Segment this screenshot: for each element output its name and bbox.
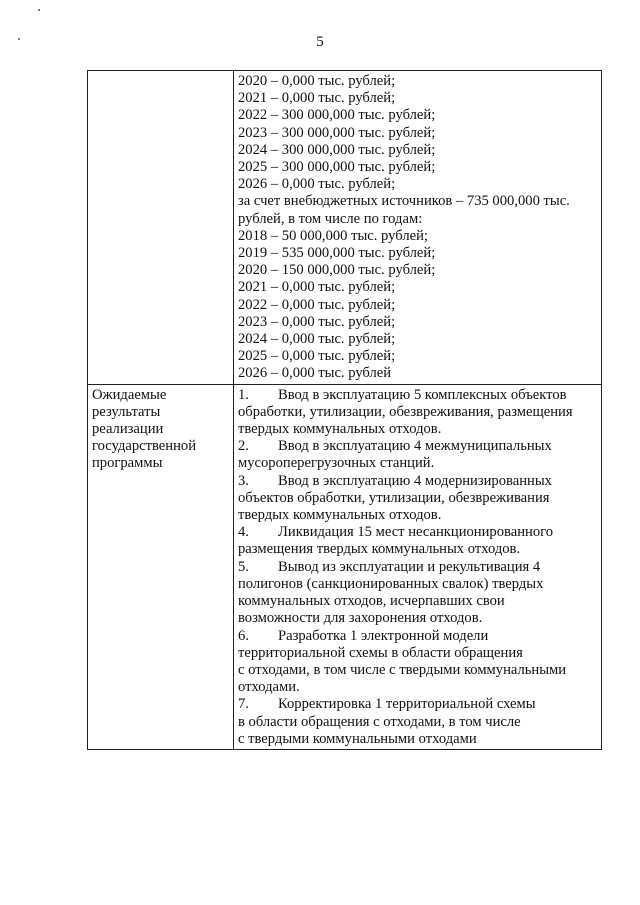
item-text: Ввод в эксплуатацию 5 комплексных объектов bbox=[278, 386, 567, 403]
result-item bbox=[238, 438, 597, 472]
text-line: 2026 – 0,000 тыс. рублей bbox=[238, 365, 392, 382]
text-line: 2025 – 0,000 тыс. рублей; bbox=[238, 348, 396, 365]
item-number: 7. bbox=[238, 696, 249, 713]
text-line: 2020 – 150 000,000 тыс. рублей; bbox=[238, 262, 436, 279]
item-text-line: коммунальных отходов, исчерпавших свои bbox=[238, 593, 505, 610]
result-item-first-line bbox=[238, 387, 597, 404]
text-line: 2022 – 300 000,000 тыс. рублей; bbox=[238, 107, 436, 124]
result-item bbox=[238, 473, 597, 525]
item-text-line: с отходами, в том числе с твердыми коммунальными bbox=[238, 661, 567, 678]
item-text-line: объектов обработки, утилизации, обезвреживания bbox=[238, 489, 550, 506]
item-text: Разработка 1 электронной модели bbox=[278, 627, 489, 644]
item-number: 1. bbox=[238, 386, 249, 403]
item-text-line: полигонов (санкционированных свалок) твердых bbox=[238, 575, 544, 592]
result-item-first-line bbox=[238, 438, 597, 455]
row-label-cell bbox=[88, 384, 234, 749]
funding-text-cell bbox=[234, 71, 602, 385]
row-label-line: государственной bbox=[92, 438, 197, 455]
item-text-line: в области обращения с отходами, в том числе bbox=[238, 713, 521, 730]
item-text-line: размещения твердых коммунальных отходов. bbox=[238, 541, 521, 558]
item-text-line: отходами. bbox=[238, 679, 300, 696]
item-text: Ликвидация 15 мест несанкционированного bbox=[278, 524, 554, 541]
page-number: 5 bbox=[316, 34, 324, 50]
result-item-first-line bbox=[238, 473, 597, 490]
result-item bbox=[238, 628, 597, 697]
row-label-line: программы bbox=[92, 455, 163, 472]
row-label-cell bbox=[88, 71, 234, 385]
item-number: 5. bbox=[238, 558, 249, 575]
text-line: 2026 – 0,000 тыс. рублей; bbox=[238, 176, 396, 193]
text-line: 2024 – 300 000,000 тыс. рублей; bbox=[238, 141, 436, 158]
item-text: Ввод в эксплуатацию 4 межмуниципальных bbox=[278, 438, 552, 455]
text-line: 2021 – 0,000 тыс. рублей; bbox=[238, 90, 396, 107]
text-line: за счет внебюджетных источников – 735 000,000 тыс. bbox=[238, 193, 570, 210]
item-text-line: твердых коммунальных отходов. bbox=[238, 507, 442, 524]
item-text-line: обработки, утилизации, обезвреживания, размещения bbox=[238, 403, 573, 420]
result-item-first-line bbox=[238, 696, 597, 713]
item-text-line: мусороперегрузочных станций. bbox=[238, 455, 435, 472]
item-number: 2. bbox=[238, 438, 249, 455]
row-label-line: Ожидаемые bbox=[92, 386, 167, 403]
text-line: 2018 – 50 000,000 тыс. рублей; bbox=[238, 227, 428, 244]
item-text: Вывод из эксплуатации и рекультивация 4 bbox=[278, 558, 541, 575]
text-line: 2020 – 0,000 тыс. рублей; bbox=[238, 73, 396, 89]
text-line: 2021 – 0,000 тыс. рублей; bbox=[238, 279, 396, 296]
table-row-expected-results bbox=[88, 384, 602, 749]
item-text-line: твердых коммунальных отходов. bbox=[238, 421, 442, 438]
scan-speck bbox=[38, 9, 40, 11]
item-number: 6. bbox=[238, 627, 249, 644]
result-item bbox=[238, 559, 597, 628]
row-label-line: реализации bbox=[92, 421, 164, 438]
item-text-line: территориальной схемы в области обращения bbox=[238, 644, 523, 661]
text-line: 2023 – 300 000,000 тыс. рублей; bbox=[238, 124, 436, 141]
result-item bbox=[238, 387, 597, 439]
results-list-cell bbox=[234, 384, 602, 749]
item-number: 4. bbox=[238, 524, 249, 541]
text-line: рублей, в том числе по годам: bbox=[238, 210, 423, 227]
table-row-funding bbox=[88, 71, 602, 385]
text-line: 2022 – 0,000 тыс. рублей; bbox=[238, 296, 396, 313]
result-item bbox=[238, 524, 597, 558]
item-number: 3. bbox=[238, 472, 249, 489]
text-line: 2023 – 0,000 тыс. рублей; bbox=[238, 313, 396, 330]
result-item-first-line bbox=[238, 628, 597, 645]
item-text-line: с твердыми коммунальными отходами bbox=[238, 730, 477, 747]
result-item-first-line bbox=[238, 524, 597, 541]
text-line: 2025 – 300 000,000 тыс. рублей; bbox=[238, 159, 436, 176]
result-item bbox=[238, 696, 597, 748]
item-text-line: возможности для захоронения отходов. bbox=[238, 610, 483, 627]
text-line: 2019 – 535 000,000 тыс. рублей; bbox=[238, 245, 436, 262]
text-line: 2024 – 0,000 тыс. рублей; bbox=[238, 331, 396, 348]
item-text: Ввод в эксплуатацию 4 модернизированных bbox=[278, 472, 552, 489]
row-label-line: результаты bbox=[92, 403, 161, 420]
item-text: Корректировка 1 территориальной схемы bbox=[278, 696, 536, 713]
program-table bbox=[87, 70, 602, 750]
result-item-first-line bbox=[238, 559, 597, 576]
